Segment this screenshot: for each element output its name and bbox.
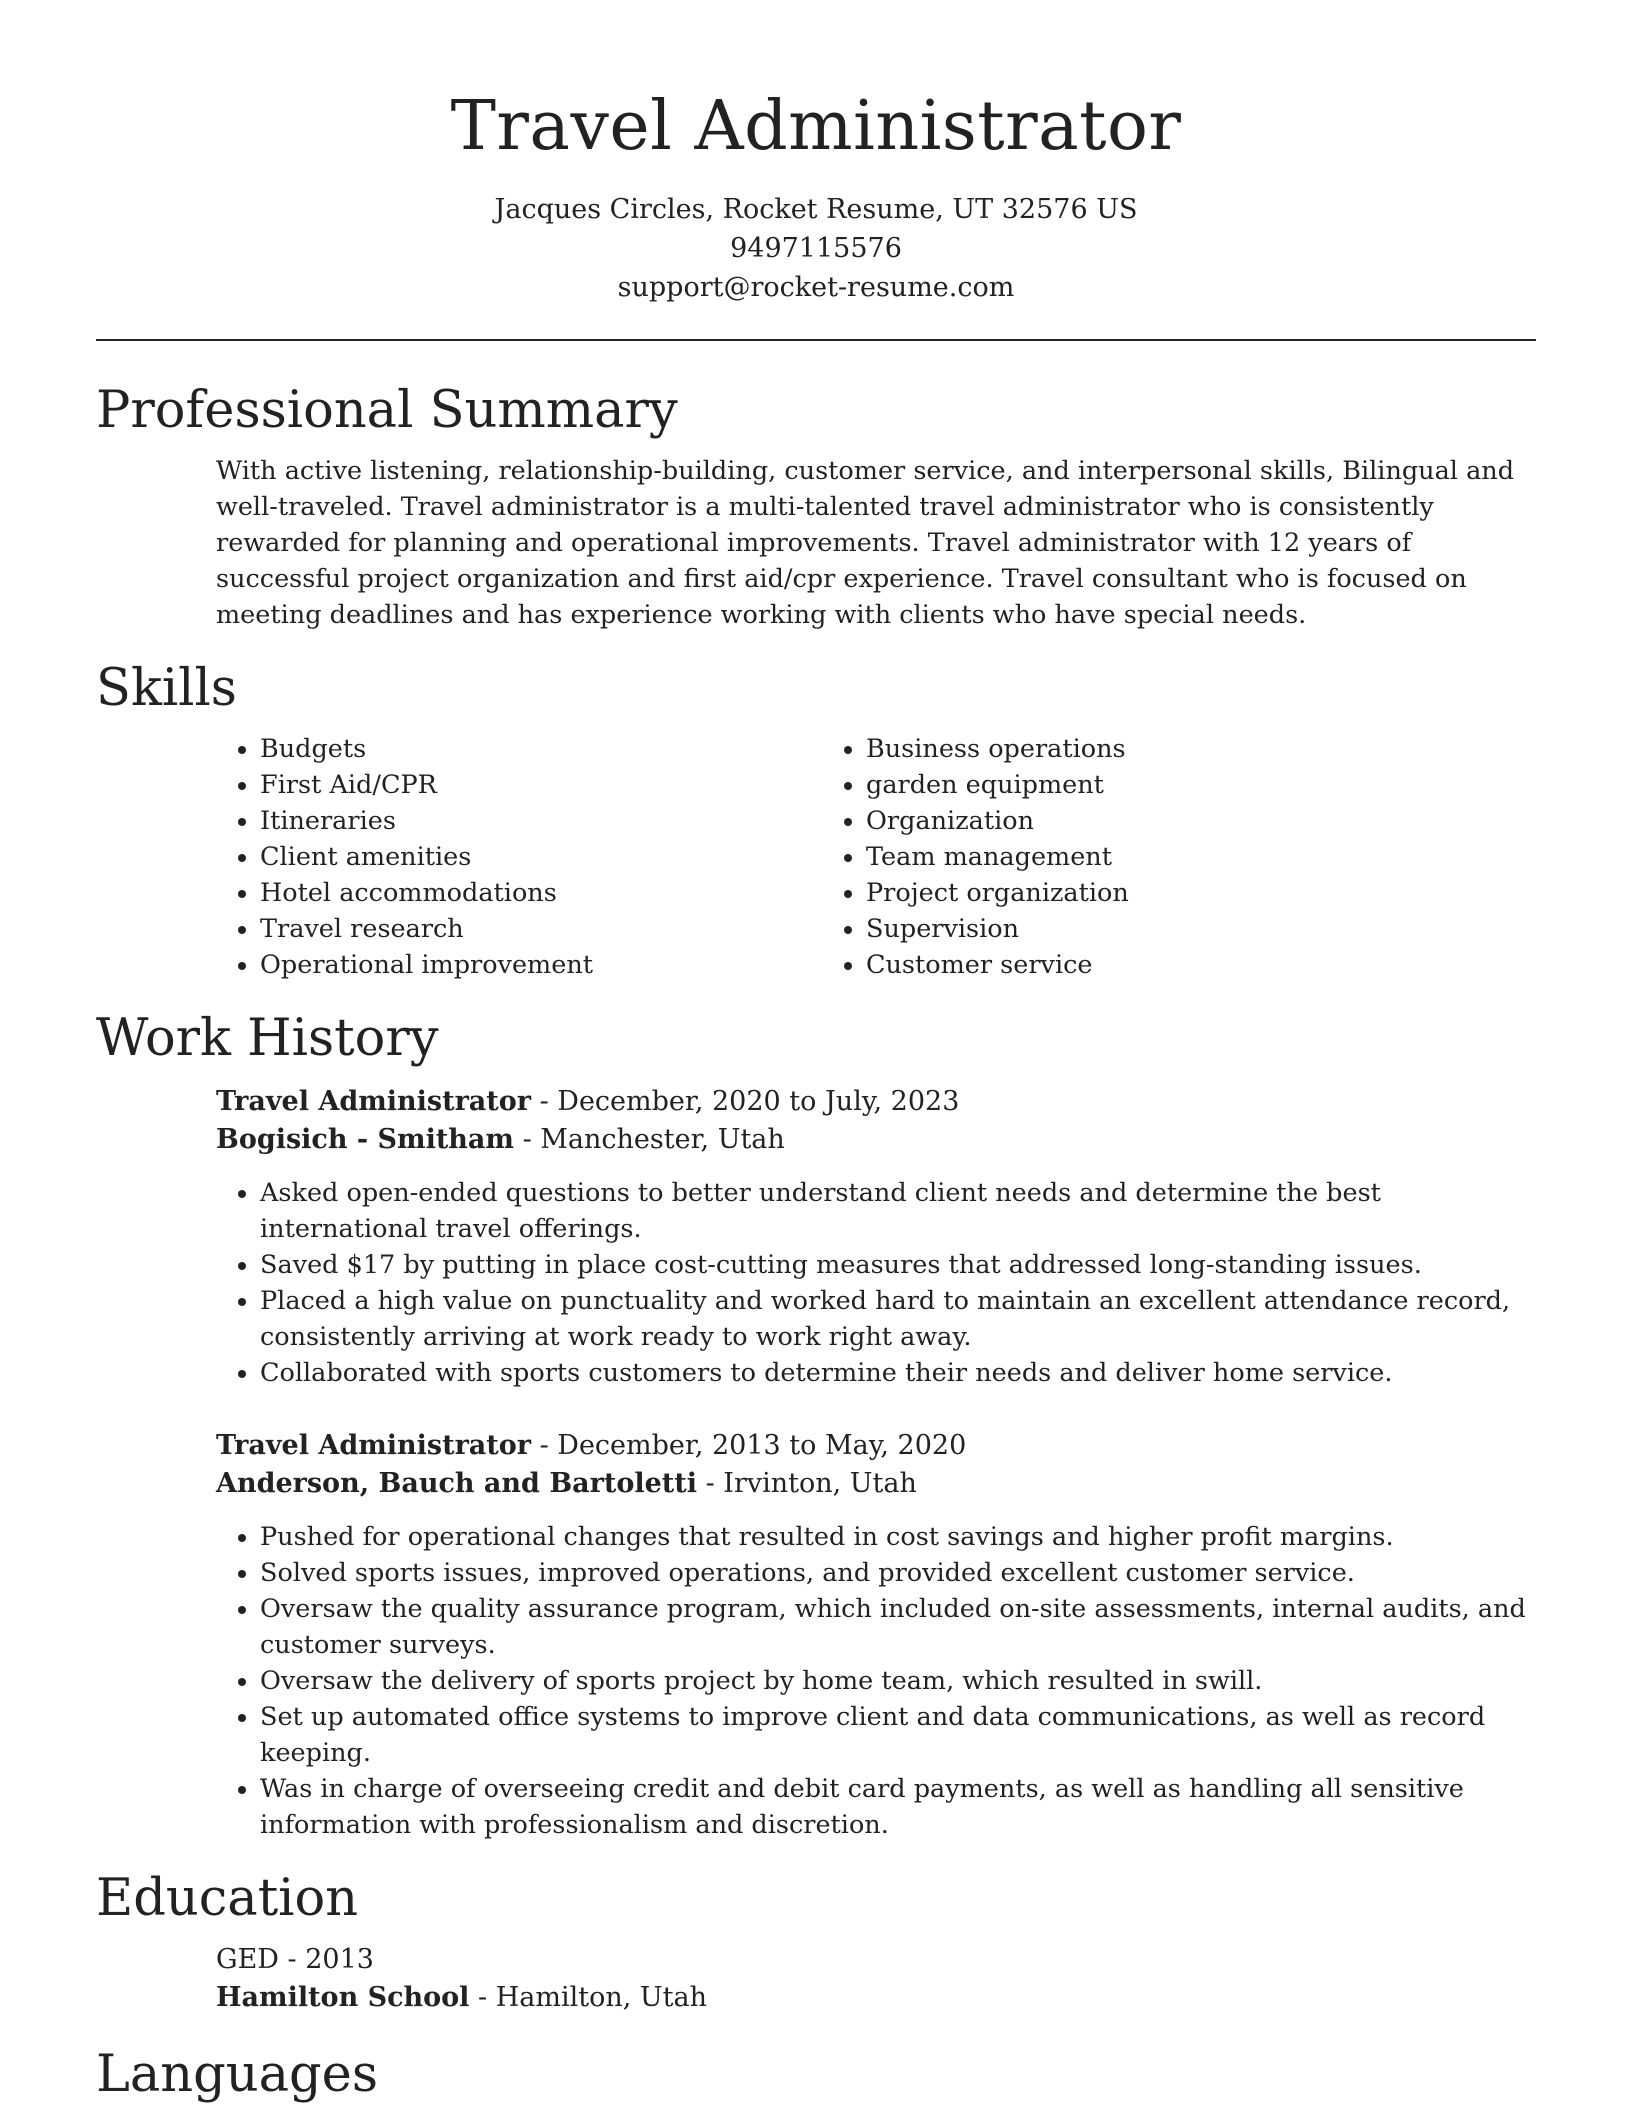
- skill-item: • Supervision: [866, 911, 1428, 947]
- job-duty: • Placed a high value on punctuality and worked hard to maintain an excellent attendance record, consistently arriving at work ready to work right away.: [260, 1283, 1536, 1355]
- job-duties: [216, 1175, 1536, 1391]
- skill-item: • Travel research: [260, 911, 822, 947]
- contact-block: [96, 190, 1536, 307]
- job-dates: - December, 2013 to May, 2020: [531, 1430, 967, 1461]
- skill-item: • Itineraries: [260, 803, 822, 839]
- job-duty: • Collaborated with sports customers to determine their needs and deliver home service.: [260, 1355, 1536, 1391]
- job-entry: [216, 1427, 1536, 1843]
- job-duties: [216, 1519, 1536, 1843]
- languages-heading: Languages: [96, 2045, 379, 2104]
- job-duty: • Oversaw the delivery of sports project by home team, which resulted in swill.: [260, 1663, 1536, 1699]
- job-role: Travel Administrator: [216, 1430, 532, 1461]
- skill-item: • Operational improvement: [260, 947, 822, 983]
- job-duty: • Asked open-ended questions to better understand client needs and determine the best international travel offerings.: [260, 1175, 1536, 1247]
- education-degree: GED - 2013: [216, 1944, 374, 1975]
- job-location: - Irvinton, Utah: [696, 1468, 917, 1499]
- skill-item: • Team management: [866, 839, 1428, 875]
- skill-item: • Client amenities: [260, 839, 822, 875]
- skills-column-right: [822, 731, 1428, 983]
- skill-item: • Hotel accommodations: [260, 875, 822, 911]
- job-duty: • Saved $17 by putting in place cost-cutting measures that addressed long-standing issues.: [260, 1247, 1536, 1283]
- job-entry: [216, 1083, 1536, 1391]
- skills-heading: Skills: [96, 659, 237, 718]
- job-title-line: [216, 1083, 1536, 1121]
- skills-column-left: [216, 731, 822, 983]
- job-title-line: [216, 1427, 1536, 1465]
- job-company-line: [216, 1121, 1536, 1159]
- job-company: Bogisich - Smitham: [216, 1124, 514, 1155]
- contact-email: support@rocket-resume.com: [617, 272, 1015, 303]
- job-location: - Manchester, Utah: [514, 1124, 785, 1155]
- job-role: Travel Administrator: [216, 1086, 532, 1117]
- work-history-heading: Work History: [96, 1009, 439, 1068]
- skill-item: • Project organization: [866, 875, 1428, 911]
- summary-text: With active listening, relationship-building, customer service, and interpersonal skills, Bilingual and well-traveled. Travel administrator is a multi-talented travel administrator who is consistently rewarded for planning and operational improvements. Travel administrator with 12 years of successful project organization and first aid/cpr experience. Travel consultant who is focused on meeting deadlines and has experience working with clients who have special needs.: [216, 456, 1515, 630]
- candidate-title: Travel Administrator: [450, 87, 1182, 166]
- education-school: Hamilton School: [216, 1982, 470, 2013]
- contact-address: Jacques Circles, Rocket Resume, UT 32576 US: [494, 194, 1138, 225]
- job-company: Anderson, Bauch and Bartoletti: [216, 1468, 697, 1499]
- skill-item: • First Aid/CPR: [260, 767, 822, 803]
- education-school-line: [216, 1979, 1536, 2017]
- skills-list: [216, 731, 1536, 983]
- job-duty: • Solved sports issues, improved operations, and provided excellent customer service.: [260, 1555, 1536, 1591]
- job-duty: • Set up automated office systems to improve client and data communications, as well as record keeping.: [260, 1699, 1536, 1771]
- resume-header: [96, 0, 1536, 307]
- job-company-line: [216, 1465, 1536, 1503]
- job-duty: • Oversaw the quality assurance program, which included on-site assessments, internal audits, and customer surveys.: [260, 1591, 1536, 1663]
- skill-item: • Customer service: [866, 947, 1428, 983]
- skill-item: • Budgets: [260, 731, 822, 767]
- skill-item: • garden equipment: [866, 767, 1428, 803]
- job-duty: • Pushed for operational changes that resulted in cost savings and higher profit margins.: [260, 1519, 1536, 1555]
- education-heading: Education: [96, 1869, 359, 1928]
- job-duty: • Was in charge of overseeing credit and debit card payments, as well as handling all sensitive information with professionalism and discretion.: [260, 1771, 1536, 1843]
- header-divider: [96, 339, 1536, 341]
- skill-item: • Business operations: [866, 731, 1428, 767]
- contact-phone: 9497115576: [730, 233, 902, 264]
- skill-item: • Organization: [866, 803, 1428, 839]
- education-location: - Hamilton, Utah: [469, 1982, 708, 2013]
- summary-heading: Professional Summary: [96, 381, 678, 440]
- job-dates: - December, 2020 to July, 2023: [531, 1086, 960, 1117]
- education-entry: [216, 1941, 1536, 2017]
